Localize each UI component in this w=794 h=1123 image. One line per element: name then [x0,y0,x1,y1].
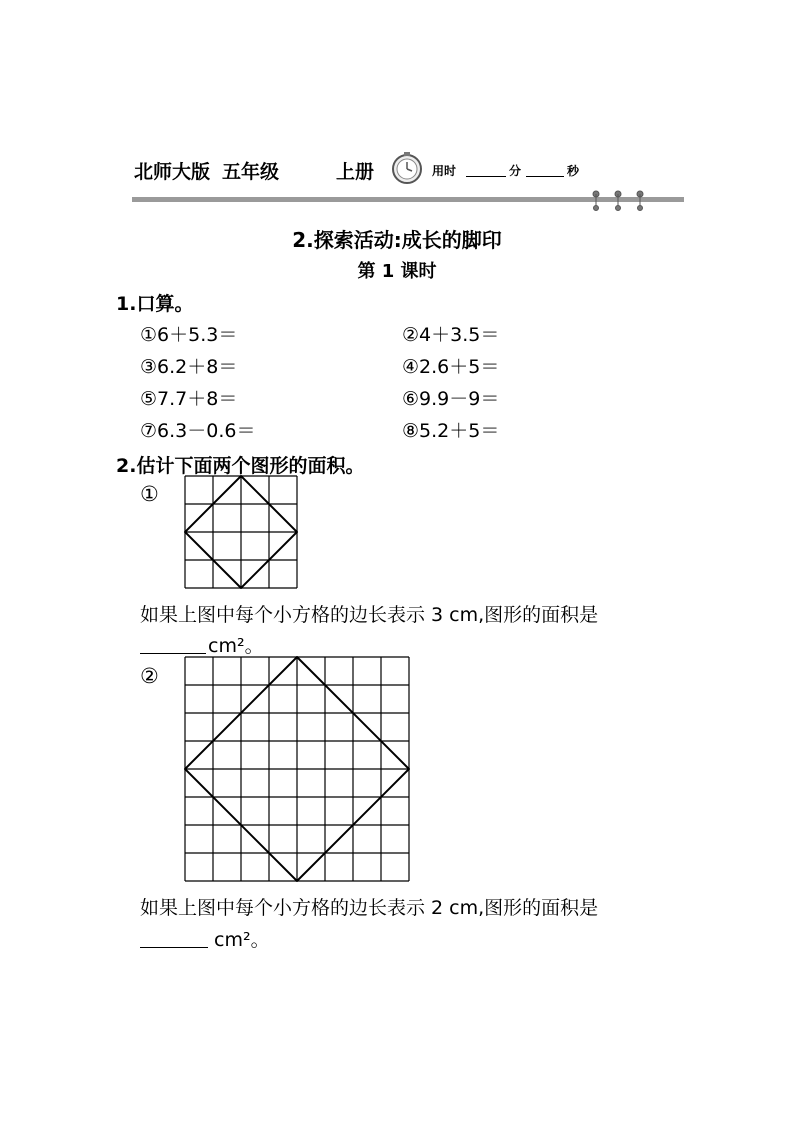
q1-item-2: ②4＋3.5＝ [402,324,500,346]
q1-item-6: ⑥9.9－9＝ [402,388,500,410]
q1-item-5: ⑤7.7＋8＝ [140,388,238,410]
fig2-answer-blank[interactable] [140,932,208,948]
minutes-blank[interactable] [466,164,506,177]
header-grade: 五年级 [222,161,280,183]
fig2-question-text: 如果上图中每个小方格的边长表示 2 cm,图形的面积是 [140,897,599,919]
second-label: 秒 [567,164,580,178]
header-volume: 上册 [336,161,375,183]
minute-label: 分 [509,164,522,178]
q1-item-8: ⑧5.2＋5＝ [402,420,500,442]
q1-item-1: ①6＋5.3＝ [140,324,238,346]
grid-figure-2 [184,656,410,882]
header-rule [132,186,684,214]
q2-label: 2.估计下面两个图形的面积。 [116,455,365,477]
seconds-blank[interactable] [526,164,564,177]
page-subtitle: 第 1 课时 [357,261,437,282]
fig1-answer-blank[interactable] [140,638,206,654]
q1-item-7: ⑦6.3－0.6＝ [140,420,256,442]
q1-item-4: ④2.6＋5＝ [402,356,500,378]
fig2-marker: ② [140,664,159,688]
page-title: 2.探索活动:成长的脚印 [292,228,502,252]
fig1-question-text: 如果上图中每个小方格的边长表示 3 cm,图形的面积是 [140,604,599,626]
time-label: 用时 [432,164,457,178]
fig1-marker: ① [140,482,159,506]
clock-icon [389,150,425,186]
fig2-unit: cm²。 [214,929,270,951]
q1-label: 1.口算。 [116,293,194,315]
header-publisher: 北师大版 [134,161,211,183]
q1-item-3: ③6.2＋8＝ [140,356,238,378]
grid-figure-1 [184,475,298,589]
fig1-unit: cm²。 [208,635,264,657]
